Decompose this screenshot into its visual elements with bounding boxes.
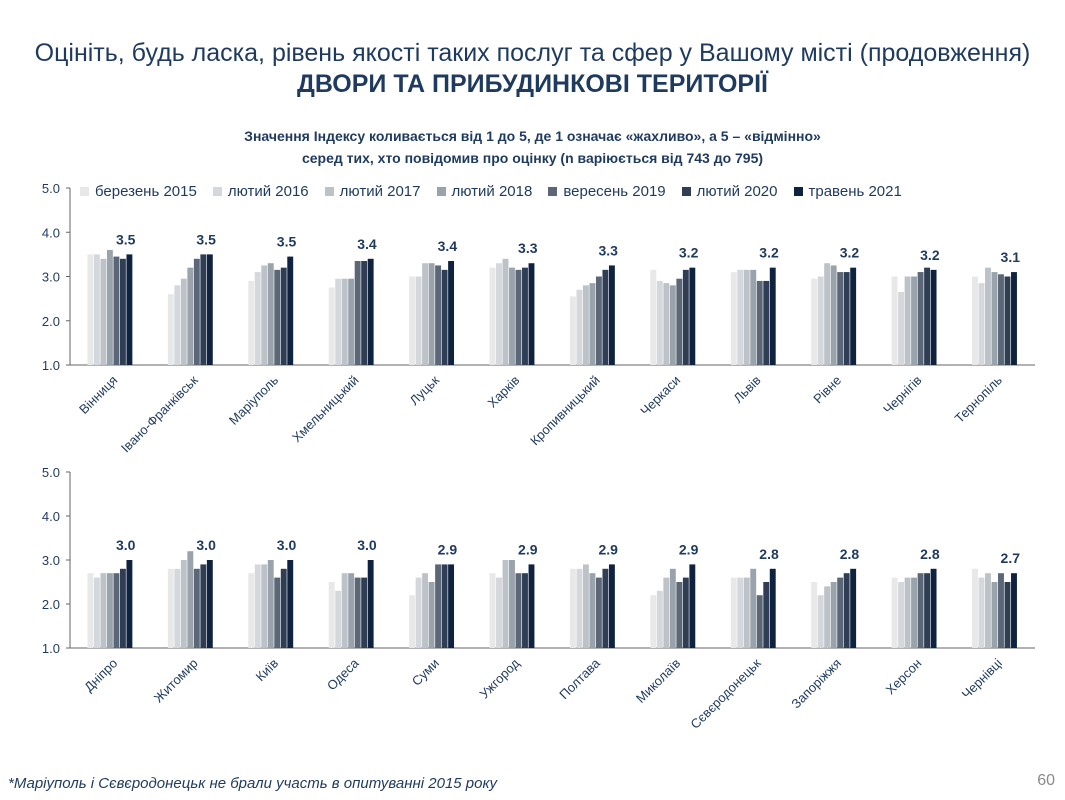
bar <box>442 270 448 365</box>
data-label: 2.7 <box>1000 550 1021 567</box>
bar <box>831 265 837 365</box>
bar <box>509 560 515 648</box>
bar <box>663 283 669 365</box>
bar <box>174 285 180 365</box>
bar <box>409 277 415 366</box>
page-number: 60 <box>1037 772 1055 789</box>
bar <box>207 254 213 365</box>
category-label: Івано-Франківськ <box>117 372 201 456</box>
bar <box>94 254 100 365</box>
bar <box>770 268 776 365</box>
bar <box>918 272 924 365</box>
data-label: 2.9 <box>518 541 538 558</box>
bar <box>763 281 769 365</box>
bar <box>905 277 911 366</box>
bar <box>931 569 937 648</box>
category-label: Харків <box>484 372 523 411</box>
bar <box>100 259 106 365</box>
bar <box>892 578 898 648</box>
title-text: Оцініть, будь ласка, рівень якості таких послуг та сфер у Вашому місті (продовження) <box>34 39 1031 67</box>
bar <box>770 569 776 648</box>
y-tick-label: 3.0 <box>41 553 60 568</box>
data-label: 2.8 <box>839 545 860 562</box>
bar <box>589 283 595 365</box>
bar <box>496 578 502 648</box>
bar <box>892 277 898 366</box>
bar <box>589 573 595 648</box>
bar <box>683 578 689 648</box>
bar <box>1005 582 1011 648</box>
data-label: 3.2 <box>920 246 940 263</box>
data-label: 3.2 <box>759 244 779 261</box>
bar <box>522 268 528 365</box>
bar <box>448 261 454 365</box>
bar <box>348 279 354 365</box>
bar <box>570 296 576 365</box>
category-label: Миколаїв <box>632 655 684 706</box>
bar <box>898 582 904 648</box>
bar <box>824 586 830 648</box>
bar <box>368 259 374 365</box>
category-label: Тернопіль <box>951 372 1005 426</box>
bar <box>194 259 200 365</box>
bar <box>342 573 348 648</box>
bar <box>818 277 824 366</box>
bar <box>361 578 367 648</box>
bar <box>998 573 1004 648</box>
bar <box>335 591 341 648</box>
y-tick-label: 4.0 <box>41 225 60 241</box>
data-label: 2.9 <box>437 541 458 558</box>
bar <box>248 281 254 365</box>
bar <box>979 283 985 365</box>
bar <box>844 573 850 648</box>
bar <box>281 268 287 365</box>
legend-label: лютий 2016 <box>227 182 309 200</box>
bar <box>329 288 335 365</box>
data-label: 3.1 <box>1000 249 1021 266</box>
footnote: *Маріуполь і Сєвєродонецьк не брали участь в опитуванні 2015 року <box>8 775 498 792</box>
bar <box>361 261 367 365</box>
legend-label: лютий 2018 <box>451 182 533 200</box>
category-label: Київ <box>252 655 282 685</box>
data-label: 3.0 <box>115 537 136 553</box>
bar <box>811 279 817 365</box>
bar <box>448 564 454 648</box>
bar <box>409 595 415 648</box>
bar <box>824 263 830 365</box>
bar <box>490 268 496 365</box>
bar <box>596 578 602 648</box>
data-label: 3.3 <box>518 240 538 257</box>
bar <box>744 578 750 648</box>
bar <box>429 263 435 365</box>
bar <box>850 569 856 648</box>
bar <box>422 573 428 648</box>
category-label: Житомир <box>150 655 201 706</box>
bar <box>670 569 676 648</box>
bar <box>576 569 582 648</box>
bar <box>261 564 267 648</box>
bar <box>737 270 743 365</box>
bar <box>750 270 756 365</box>
bar <box>905 578 911 648</box>
bar <box>670 285 676 365</box>
bar <box>837 578 843 648</box>
bar <box>750 569 756 648</box>
bar <box>529 263 535 365</box>
bar <box>268 560 274 648</box>
category-label: Черкаси <box>637 372 684 419</box>
bar <box>503 560 509 648</box>
bar <box>442 564 448 648</box>
bar <box>757 595 763 648</box>
y-tick-label: 2.0 <box>41 313 60 329</box>
bar <box>583 285 589 365</box>
bar <box>818 595 824 648</box>
bar <box>650 595 656 648</box>
bar <box>435 564 441 648</box>
bar <box>972 277 978 366</box>
bar <box>503 259 509 365</box>
bar <box>576 290 582 365</box>
bar <box>731 578 737 648</box>
category-label: Полтава <box>556 655 603 703</box>
data-label: 3.5 <box>196 231 216 248</box>
bar <box>200 564 206 648</box>
bar <box>261 265 267 365</box>
bar <box>911 578 917 648</box>
bar <box>1011 573 1017 648</box>
bar <box>87 254 93 365</box>
bar <box>657 591 663 648</box>
bar <box>274 270 280 365</box>
chart-panel-1 <box>42 181 1035 455</box>
bar <box>429 582 435 648</box>
bar <box>168 569 174 648</box>
data-label: 3.3 <box>598 242 618 259</box>
bar <box>657 281 663 365</box>
y-tick-label: 3.0 <box>41 269 60 285</box>
legend-label: вересень 2019 <box>563 182 666 200</box>
bar <box>663 578 669 648</box>
bar <box>126 560 132 648</box>
bar <box>757 281 763 365</box>
bar <box>689 564 695 648</box>
bar <box>355 261 361 365</box>
data-label: 3.5 <box>276 233 297 250</box>
y-tick-label: 4.0 <box>41 509 60 524</box>
bar <box>187 551 193 648</box>
data-label: 2.9 <box>678 541 699 558</box>
bar <box>329 582 335 648</box>
bar <box>207 560 213 648</box>
bar <box>274 578 280 648</box>
bar <box>248 573 254 648</box>
bar <box>831 582 837 648</box>
bar <box>368 560 374 648</box>
bar <box>676 582 682 648</box>
bar <box>422 263 428 365</box>
bar <box>107 250 113 365</box>
bar <box>348 573 354 648</box>
bar <box>992 272 998 365</box>
data-label: 3.2 <box>678 244 699 261</box>
data-label: 3.0 <box>357 537 377 553</box>
data-label: 3.0 <box>276 537 297 553</box>
bar <box>898 292 904 365</box>
bar <box>609 265 615 365</box>
bar <box>837 272 843 365</box>
bar <box>583 564 589 648</box>
chart-panel-2 <box>42 465 1035 732</box>
bar <box>416 277 422 366</box>
bar <box>168 294 174 365</box>
bar <box>931 270 937 365</box>
data-label: 3.4 <box>437 238 458 255</box>
category-label: Хмельницький <box>289 372 362 446</box>
bar <box>255 272 261 365</box>
bar <box>120 569 126 648</box>
bar <box>287 257 293 365</box>
bar <box>650 270 656 365</box>
bar <box>924 268 930 365</box>
data-label: 2.8 <box>920 545 940 562</box>
category-label: Маріуполь <box>225 372 282 428</box>
legend-label: лютий 2017 <box>339 182 421 200</box>
bar <box>1005 277 1011 366</box>
bar <box>94 578 100 648</box>
category-label: Чернівці <box>958 655 1005 702</box>
bar <box>602 569 608 648</box>
bar <box>609 564 615 648</box>
bar <box>1011 272 1017 365</box>
bar <box>918 573 924 648</box>
bar <box>174 569 180 648</box>
legend-label: березень 2015 <box>95 182 197 200</box>
data-label: 3.2 <box>839 244 860 261</box>
y-tick-label: 1.0 <box>41 358 60 373</box>
y-tick-label: 5.0 <box>41 181 60 196</box>
chart-subtitle: ДВОРИ ТА ПРИБУДИНКОВІ ТЕРИТОРІЇ <box>297 70 768 98</box>
bar <box>355 578 361 648</box>
bar <box>187 268 193 365</box>
category-label: Ужгород <box>476 655 523 702</box>
data-label: 2.8 <box>759 545 779 562</box>
bar <box>126 254 132 365</box>
category-label: Дніпро <box>81 655 121 695</box>
bar <box>911 277 917 366</box>
bar <box>924 573 930 648</box>
data-label: 3.5 <box>115 231 136 248</box>
bar <box>200 254 206 365</box>
bar <box>596 277 602 366</box>
index-note-line-1: Значення Індексу коливається від 1 до 5, де 1 означає «жахливо», а 5 – «відмінно» <box>244 128 821 144</box>
bar <box>979 578 985 648</box>
bar <box>972 569 978 648</box>
bar <box>985 573 991 648</box>
bar <box>255 564 261 648</box>
bar <box>731 272 737 365</box>
bar <box>744 270 750 365</box>
bar <box>416 578 422 648</box>
y-tick-label: 1.0 <box>41 641 60 656</box>
bar <box>113 257 119 365</box>
bar <box>850 268 856 365</box>
bar <box>335 279 341 365</box>
bar <box>570 569 576 648</box>
bar <box>763 582 769 648</box>
category-label: Херсон <box>882 655 925 698</box>
category-label: Запоріжжя <box>788 655 845 712</box>
bar <box>87 573 93 648</box>
category-label: Львів <box>730 372 764 406</box>
index-note-line-2: серед тих, хто повідомив про оцінку (n варіюється від 743 до 795) <box>301 150 764 166</box>
bar <box>992 582 998 648</box>
category-label: Вінниця <box>76 372 121 417</box>
data-label: 3.4 <box>357 235 377 252</box>
bar <box>676 279 682 365</box>
category-label: Суми <box>408 655 443 689</box>
bar <box>342 279 348 365</box>
bar <box>113 573 119 648</box>
category-label: Кропивницький <box>527 372 603 449</box>
bar <box>844 272 850 365</box>
bar <box>516 573 522 648</box>
bar <box>120 259 126 365</box>
category-label: Рівне <box>810 372 845 407</box>
bar <box>181 560 187 648</box>
bar <box>683 270 689 365</box>
bar <box>509 268 515 365</box>
y-tick-label: 5.0 <box>41 465 60 480</box>
y-tick-label: 2.0 <box>41 597 60 612</box>
bar <box>194 569 200 648</box>
bar <box>998 274 1004 365</box>
data-label: 3.0 <box>196 537 216 553</box>
category-label: Сєвєродонецьк <box>687 655 764 732</box>
bar <box>516 270 522 365</box>
data-label: 2.9 <box>598 541 618 558</box>
bar <box>602 270 608 365</box>
bar <box>100 573 106 648</box>
bar <box>281 569 287 648</box>
bar <box>268 263 274 365</box>
bar <box>435 265 441 365</box>
bar <box>490 573 496 648</box>
legend-label: травень 2021 <box>808 182 902 200</box>
category-label: Одеса <box>323 655 362 694</box>
legend-label: лютий 2020 <box>696 182 778 200</box>
bar <box>689 268 695 365</box>
bar <box>287 560 293 648</box>
category-label: Луцьк <box>406 372 443 408</box>
bar <box>529 564 535 648</box>
bar <box>985 268 991 365</box>
bar <box>811 582 817 648</box>
bar <box>181 279 187 365</box>
bar <box>107 573 113 648</box>
bar <box>522 573 528 648</box>
bar <box>737 578 743 648</box>
category-label: Чернігів <box>880 372 925 417</box>
bar <box>496 263 502 365</box>
